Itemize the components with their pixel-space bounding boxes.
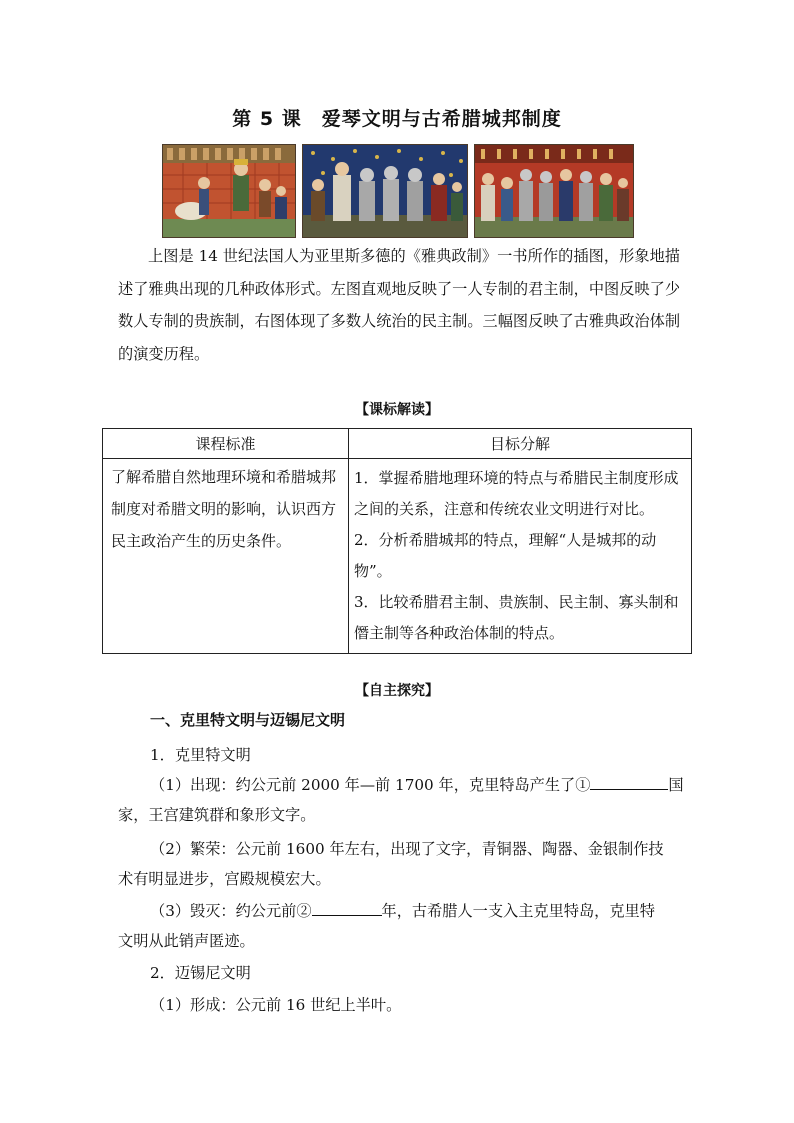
crete-line-2: （2）繁荣：公元前 1600 年左右，出现了文字，青铜器、陶器、金银制作技 — [150, 840, 664, 858]
illustration-aristocracy — [302, 144, 468, 238]
goals-cell — [349, 459, 692, 654]
lesson-title: 第 5 课 爱琴文明与古希腊城邦制度 — [232, 108, 562, 130]
illustration-monarchy — [162, 144, 296, 238]
explore-heading: 【自主探究】 — [355, 683, 439, 699]
standard-text: 了解希腊自然地理环境和希腊城邦制度对希腊文明的影响，认识西方民主政治产生的历史条件。 — [103, 459, 349, 654]
crete-1-text: （1）出现：约公元前 2000 年—前 1700 年，克里特岛产生了① — [150, 776, 591, 794]
table-row — [103, 459, 692, 654]
answer-blank-2[interactable] — [312, 903, 382, 916]
crete-line-3 — [150, 900, 655, 921]
crete-line-2-cont: 术有明显进步，宫殿规模宏大。 — [118, 870, 331, 888]
goal-item: 1．掌握希腊地理环境的特点与希腊民主制度形成之间的关系，注意和传统农业文明进行对比。 — [354, 469, 679, 518]
table-header-row — [103, 429, 692, 459]
mycenae-title: 2．迈锡尼文明 — [150, 964, 251, 982]
goal-item: 2．分析希腊城邦的特点，理解“人是城邦的动物”。 — [354, 531, 657, 580]
part1-heading: 一、克里特文明与迈锡尼文明 — [150, 711, 346, 729]
crete-title: 1．克里特文明 — [150, 746, 251, 764]
standards-table — [102, 428, 692, 654]
standards-heading: 【课标解读】 — [355, 402, 439, 418]
answer-blank-1[interactable] — [590, 777, 668, 790]
col-header-standard: 课程标准 — [103, 429, 349, 459]
goal-item: 3．比较希腊君主制、贵族制、民主制、寡头制和僭主制等各种政治体制的特点。 — [354, 593, 679, 642]
crete-line-1-cont: 家，王宫建筑群和象形文字。 — [118, 806, 316, 824]
crete-3-text: （3）毁灭：约公元前② — [150, 902, 312, 920]
intro-paragraph: 上图是 14 世纪法国人为亚里斯多德的《雅典政制》一书所作的插图，形象地描述了雅典出现的几种政体形式。左图直观地反映了一人专制的君主制，中图反映了少数人专制的贵族制，右图体现了多数人统治的民主制。三幅图反映了古雅典政治体制的演变历程。 — [118, 247, 680, 363]
crete-3-end: 年，古希腊人一支入主克里特岛，克里特 — [381, 902, 655, 920]
crete-line-3-cont: 文明从此销声匿迹。 — [118, 932, 255, 950]
mycenae-line-1: （1）形成：公元前 16 世纪上半叶。 — [150, 996, 402, 1014]
illustration-democracy — [474, 144, 634, 238]
crete-1-end: 国 — [668, 776, 684, 794]
crete-line-1 — [150, 774, 684, 795]
col-header-goals: 目标分解 — [349, 429, 692, 459]
